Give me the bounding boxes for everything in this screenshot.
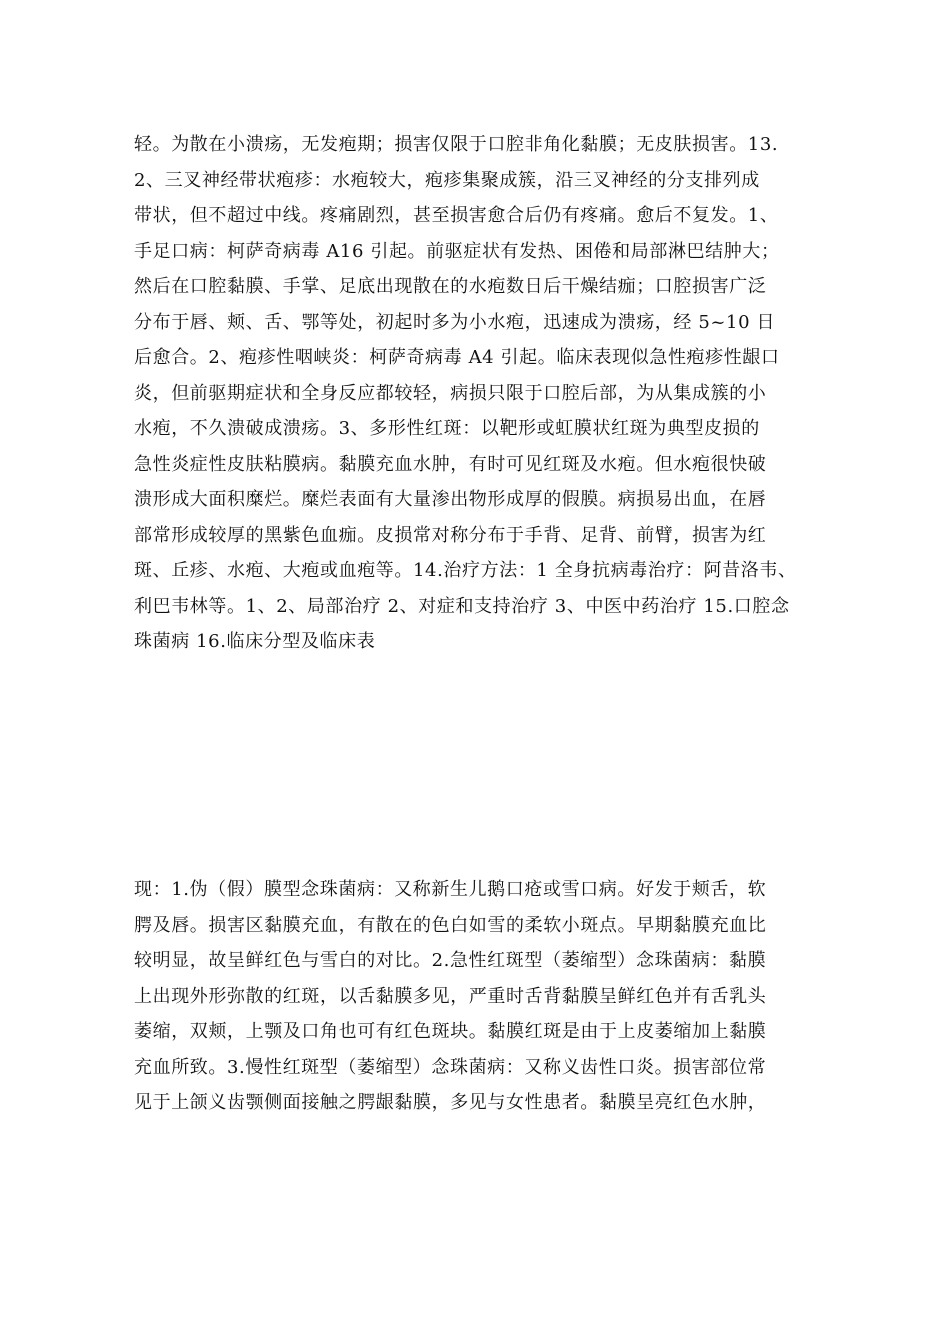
text-line: 2、三叉神经带状疱疹：水疱较大，疱疹集聚成簇，沿三叉神经的分支排列成 (134, 169, 760, 191)
text-line: 较明显，故呈鲜红色与雪白的对比。2.急性红斑型（萎缩型）念珠菌病：黏膜 (134, 950, 767, 971)
text-line: 溃形成大面积糜烂。糜烂表面有大量渗出物形成厚的假膜。病损易出血，在唇 (134, 489, 767, 510)
text-line: 见于上颌义齿颚侧面接触之腭龈黏膜，多见与女性患者。黏膜呈亮红色水肿， (134, 1092, 767, 1113)
text-line: 萎缩，双颊，上颚及口角也可有红色斑块。黏膜红斑是由于上皮萎缩加上黏膜 (134, 1021, 767, 1042)
paragraph-1 (134, 127, 834, 660)
text-line: 轻。为散在小溃疡，无发疱期；损害仅限于口腔非角化黏膜；无皮肤损害。13. (134, 134, 779, 155)
text-line: 分布于唇、颊、舌、鄂等处，初起时多为小水疱，迅速成为溃疡，经 5~10 日 (134, 311, 776, 333)
text-line: 珠菌病 16.临床分型及临床表 (134, 631, 376, 652)
text-line: 炎，但前驱期症状和全身反应都较轻，病损只限于口腔后部，为从集成簇的小 (134, 382, 767, 404)
text-line: 部常形成较厚的黑紫色血痂。皮损常对称分布于手背、足背、前臂，损害为红 (134, 524, 767, 546)
text-line: 手足口病：柯萨奇病毒 A16 引起。前驱症状有发热、困倦和局部淋巴结肿大； (134, 240, 780, 262)
text-line: 现：1.伪（假）膜型念珠菌病：又称新生儿鹅口疮或雪口病。好发于颊舌，软 (134, 879, 767, 900)
text-line: 水疱，不久溃破成溃疡。3、多形性红斑：以靶形或虹膜状红斑为典型皮损的 (134, 418, 760, 439)
text-line: 带状，但不超过中线。疼痛剧烈，甚至损害愈合后仍有疼痛。愈后不复发。1、 (134, 205, 779, 226)
text-line: 斑、丘疹、水疱、大疱或血疱等。14.治疗方法：1 全身抗病毒治疗：阿昔洛韦、 (134, 560, 797, 581)
text-line: 利巴韦林等。1、2、局部治疗 2、对症和支持治疗 3、中医中药治疗 15.口腔念 (134, 595, 790, 617)
text-line: 后愈合。2、疱疹性咽峡炎：柯萨奇病毒 A4 引起。临床表现似急性疱疹性龈口 (134, 347, 780, 368)
paragraph-2 (134, 872, 834, 1121)
text-line: 然后在口腔黏膜、手掌、足底出现散在的水疱数日后干燥结痂；口腔损害广泛 (134, 276, 767, 297)
text-line: 腭及唇。损害区黏膜充血，有散在的色白如雪的柔软小斑点。早期黏膜充血比 (134, 914, 767, 936)
text-line: 急性炎症性皮肤粘膜病。黏膜充血水肿，有时可见红斑及水疱。但水疱很快破 (134, 453, 767, 475)
text-line: 上出现外形弥散的红斑，以舌黏膜多见，严重时舌背黏膜呈鲜红色并有舌乳头 (134, 985, 767, 1007)
text-line: 充血所致。3.慢性红斑型（萎缩型）念珠菌病：又称义齿性口炎。损害部位常 (134, 1056, 767, 1078)
